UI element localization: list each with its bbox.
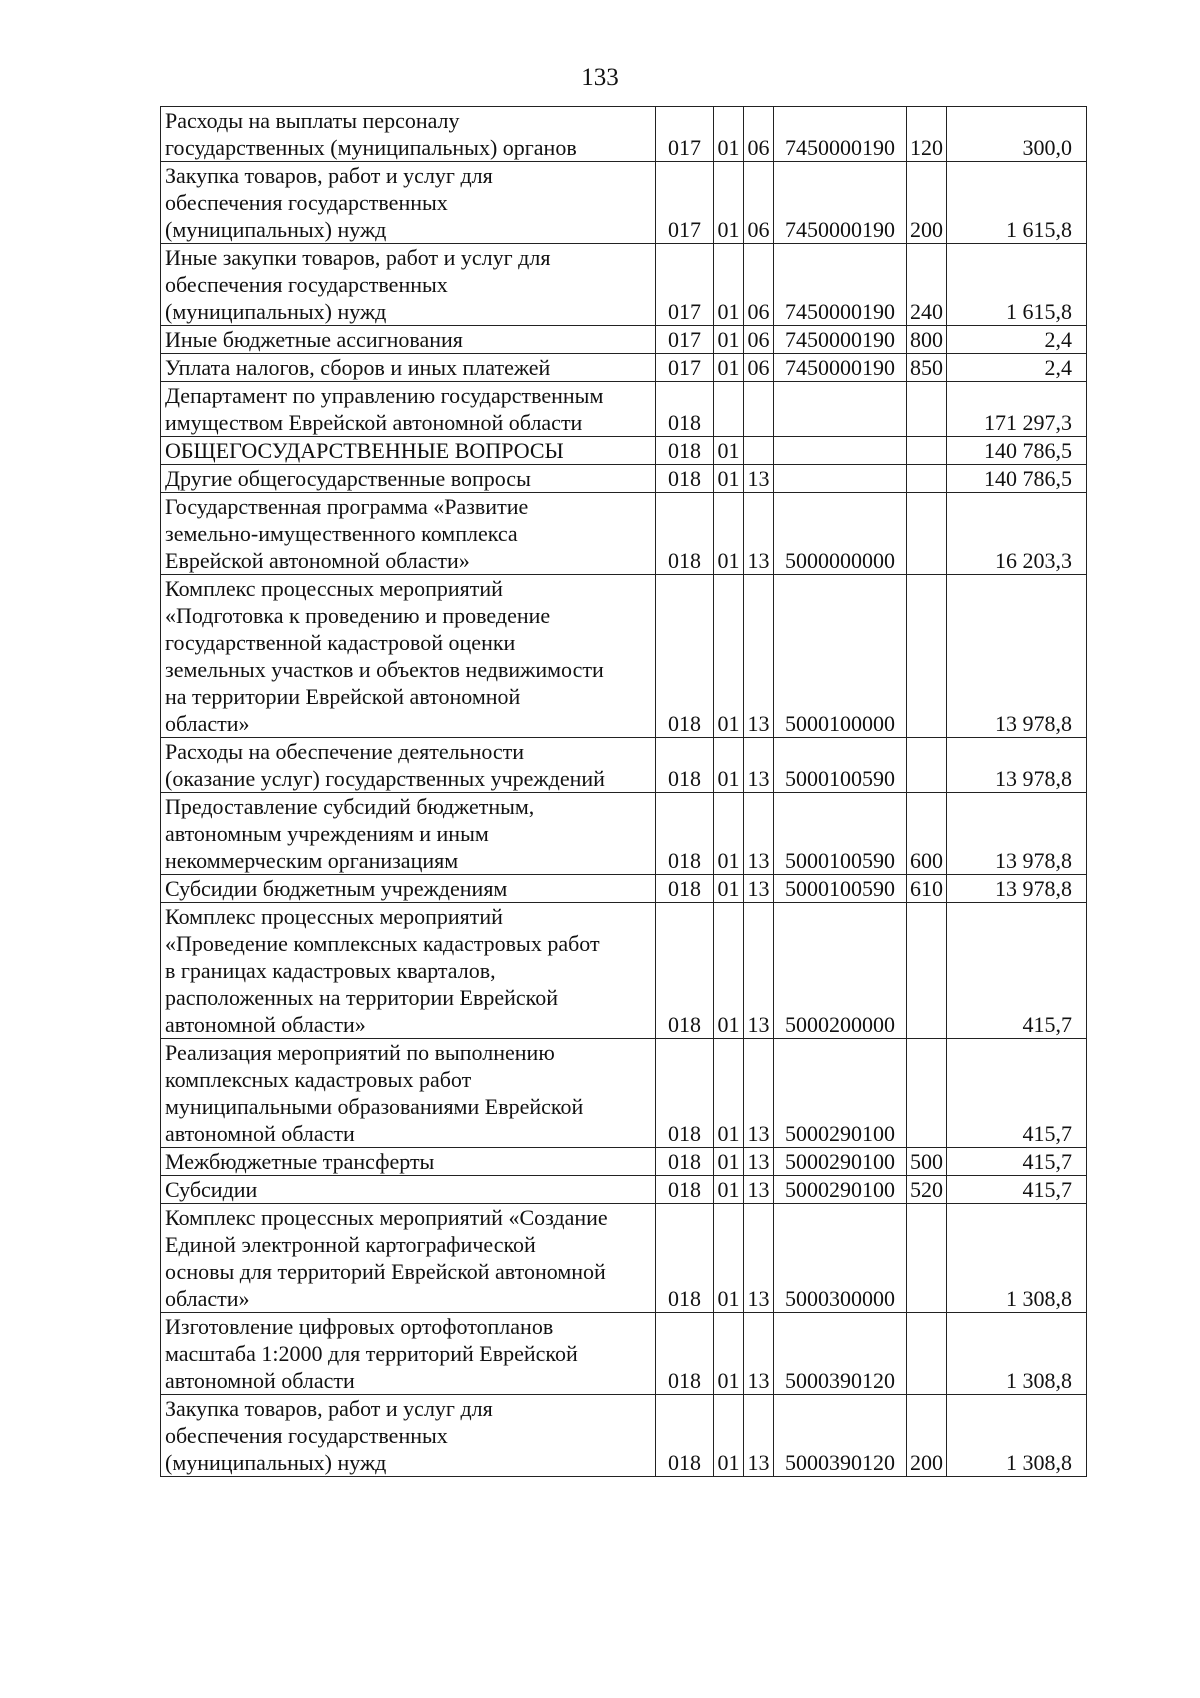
section-cell: 01 xyxy=(714,1313,744,1395)
expense-type-cell xyxy=(907,382,947,437)
grbs-cell: 018 xyxy=(656,1148,714,1176)
subsection-cell: 06 xyxy=(744,326,774,354)
target-article-cell: 7450000190 xyxy=(774,354,907,382)
table-row xyxy=(161,575,1087,738)
subsection-cell xyxy=(744,437,774,465)
section-cell: 01 xyxy=(714,903,744,1039)
budget-table xyxy=(160,106,1087,1477)
amount-cell: 1 308,8 xyxy=(947,1204,1087,1313)
row-name-cell: Комплекс процессных мероприятий «Проведение комплексных кадастровых работ в границах кадастровых кварталов, расположенных на территории Еврейской автономной области» xyxy=(161,903,656,1039)
table-row xyxy=(161,382,1087,437)
section-cell: 01 xyxy=(714,465,744,493)
row-name-cell: Иные закупки товаров, работ и услуг для обеспечения государственных (муниципальных) нужд xyxy=(161,244,656,326)
target-article-cell: 5000390120 xyxy=(774,1313,907,1395)
amount-cell: 13 978,8 xyxy=(947,793,1087,875)
grbs-cell: 018 xyxy=(656,738,714,793)
table-row xyxy=(161,1395,1087,1477)
row-name-cell: Государственная программа «Развитие земельно-имущественного комплекса Еврейской автономной области» xyxy=(161,493,656,575)
expense-type-cell xyxy=(907,738,947,793)
amount-cell: 1 308,8 xyxy=(947,1313,1087,1395)
expense-type-cell: 600 xyxy=(907,793,947,875)
expense-type-cell: 520 xyxy=(907,1176,947,1204)
budget-table-body xyxy=(161,107,1087,1477)
subsection-cell: 13 xyxy=(744,793,774,875)
table-row xyxy=(161,793,1087,875)
grbs-cell: 018 xyxy=(656,1176,714,1204)
row-name-cell: Закупка товаров, работ и услуг для обеспечения государственных (муниципальных) нужд xyxy=(161,162,656,244)
expense-type-cell: 500 xyxy=(907,1148,947,1176)
section-cell: 01 xyxy=(714,575,744,738)
expense-type-cell xyxy=(907,493,947,575)
expense-type-cell xyxy=(907,1313,947,1395)
subsection-cell: 13 xyxy=(744,1176,774,1204)
section-cell: 01 xyxy=(714,162,744,244)
target-article-cell: 7450000190 xyxy=(774,326,907,354)
table-row xyxy=(161,162,1087,244)
page-number: 133 xyxy=(581,64,619,91)
row-name-cell: Комплекс процессных мероприятий «Подготовка к проведению и проведение государственной кадастровой оценки земельных участков и объектов недвижимости на территории Еврейской автономной области» xyxy=(161,575,656,738)
grbs-cell: 017 xyxy=(656,244,714,326)
subsection-cell: 13 xyxy=(744,738,774,793)
target-article-cell: 7450000190 xyxy=(774,162,907,244)
grbs-cell: 018 xyxy=(656,1204,714,1313)
grbs-cell: 018 xyxy=(656,493,714,575)
amount-cell: 16 203,3 xyxy=(947,493,1087,575)
table-row xyxy=(161,465,1087,493)
subsection-cell: 13 xyxy=(744,1313,774,1395)
grbs-cell: 018 xyxy=(656,465,714,493)
subsection-cell: 13 xyxy=(744,1039,774,1148)
table-row xyxy=(161,1148,1087,1176)
section-cell: 01 xyxy=(714,326,744,354)
amount-cell: 140 786,5 xyxy=(947,437,1087,465)
row-name-cell: Субсидии бюджетным учреждениям xyxy=(161,875,656,903)
amount-cell: 415,7 xyxy=(947,1148,1087,1176)
table-row xyxy=(161,1313,1087,1395)
target-article-cell: 5000100000 xyxy=(774,575,907,738)
table-row xyxy=(161,493,1087,575)
grbs-cell: 018 xyxy=(656,1313,714,1395)
target-article-cell: 5000100590 xyxy=(774,793,907,875)
amount-cell: 171 297,3 xyxy=(947,382,1087,437)
expense-type-cell: 120 xyxy=(907,107,947,162)
target-article-cell xyxy=(774,465,907,493)
amount-cell: 1 615,8 xyxy=(947,162,1087,244)
subsection-cell xyxy=(744,382,774,437)
section-cell: 01 xyxy=(714,354,744,382)
expense-type-cell xyxy=(907,465,947,493)
row-name-cell: Межбюджетные трансферты xyxy=(161,1148,656,1176)
row-name-cell: Реализация мероприятий по выполнению комплексных кадастровых работ муниципальными образованиями Еврейской автономной области xyxy=(161,1039,656,1148)
table-row xyxy=(161,107,1087,162)
row-name-cell: Субсидии xyxy=(161,1176,656,1204)
expense-type-cell xyxy=(907,575,947,738)
target-article-cell: 5000100590 xyxy=(774,875,907,903)
target-article-cell: 5000390120 xyxy=(774,1395,907,1477)
grbs-cell: 018 xyxy=(656,1039,714,1148)
grbs-cell: 018 xyxy=(656,437,714,465)
table-row xyxy=(161,1176,1087,1204)
section-cell: 01 xyxy=(714,107,744,162)
row-name-cell: Расходы на выплаты персоналу государственных (муниципальных) органов xyxy=(161,107,656,162)
expense-type-cell: 850 xyxy=(907,354,947,382)
table-row xyxy=(161,437,1087,465)
amount-cell: 13 978,8 xyxy=(947,575,1087,738)
table-row xyxy=(161,738,1087,793)
expense-type-cell xyxy=(907,437,947,465)
section-cell: 01 xyxy=(714,437,744,465)
section-cell: 01 xyxy=(714,1395,744,1477)
table-row xyxy=(161,244,1087,326)
row-name-cell: Изготовление цифровых ортофотопланов масштаба 1:2000 для территорий Еврейской автономной области xyxy=(161,1313,656,1395)
expense-type-cell xyxy=(907,1039,947,1148)
section-cell: 01 xyxy=(714,793,744,875)
target-article-cell: 5000000000 xyxy=(774,493,907,575)
subsection-cell: 13 xyxy=(744,1148,774,1176)
row-name-cell: Расходы на обеспечение деятельности (оказание услуг) государственных учреждений xyxy=(161,738,656,793)
expense-type-cell: 800 xyxy=(907,326,947,354)
amount-cell: 2,4 xyxy=(947,354,1087,382)
amount-cell: 13 978,8 xyxy=(947,875,1087,903)
grbs-cell: 017 xyxy=(656,162,714,244)
section-cell xyxy=(714,382,744,437)
grbs-cell: 017 xyxy=(656,326,714,354)
subsection-cell: 13 xyxy=(744,493,774,575)
grbs-cell: 018 xyxy=(656,382,714,437)
row-name-cell: Другие общегосударственные вопросы xyxy=(161,465,656,493)
subsection-cell: 13 xyxy=(744,903,774,1039)
section-cell: 01 xyxy=(714,1039,744,1148)
grbs-cell: 017 xyxy=(656,107,714,162)
section-cell: 01 xyxy=(714,244,744,326)
subsection-cell: 06 xyxy=(744,162,774,244)
table-row xyxy=(161,1204,1087,1313)
target-article-cell xyxy=(774,437,907,465)
grbs-cell: 018 xyxy=(656,575,714,738)
section-cell: 01 xyxy=(714,1204,744,1313)
subsection-cell: 06 xyxy=(744,354,774,382)
amount-cell: 415,7 xyxy=(947,1039,1087,1148)
subsection-cell: 13 xyxy=(744,1204,774,1313)
section-cell: 01 xyxy=(714,493,744,575)
amount-cell: 300,0 xyxy=(947,107,1087,162)
subsection-cell: 13 xyxy=(744,465,774,493)
section-cell: 01 xyxy=(714,875,744,903)
row-name-cell: Комплекс процессных мероприятий «Создание Единой электронной картографической основы для территорий Еврейской автономной области» xyxy=(161,1204,656,1313)
row-name-cell: Иные бюджетные ассигнования xyxy=(161,326,656,354)
target-article-cell: 7450000190 xyxy=(774,107,907,162)
table-row xyxy=(161,875,1087,903)
subsection-cell: 13 xyxy=(744,875,774,903)
target-article-cell: 5000300000 xyxy=(774,1204,907,1313)
amount-cell: 140 786,5 xyxy=(947,465,1087,493)
amount-cell: 13 978,8 xyxy=(947,738,1087,793)
target-article-cell: 5000100590 xyxy=(774,738,907,793)
subsection-cell: 06 xyxy=(744,107,774,162)
amount-cell: 2,4 xyxy=(947,326,1087,354)
subsection-cell: 06 xyxy=(744,244,774,326)
row-name-cell: Департамент по управлению государственным имуществом Еврейской автономной области xyxy=(161,382,656,437)
expense-type-cell: 610 xyxy=(907,875,947,903)
amount-cell: 1 615,8 xyxy=(947,244,1087,326)
expense-type-cell: 200 xyxy=(907,1395,947,1477)
row-name-cell: Закупка товаров, работ и услуг для обеспечения государственных (муниципальных) нужд xyxy=(161,1395,656,1477)
expense-type-cell: 200 xyxy=(907,162,947,244)
amount-cell: 415,7 xyxy=(947,1176,1087,1204)
row-name-cell: Уплата налогов, сборов и иных платежей xyxy=(161,354,656,382)
grbs-cell: 018 xyxy=(656,1395,714,1477)
target-article-cell: 5000290100 xyxy=(774,1176,907,1204)
target-article-cell: 7450000190 xyxy=(774,244,907,326)
table-row xyxy=(161,1039,1087,1148)
grbs-cell: 018 xyxy=(656,875,714,903)
expense-type-cell: 240 xyxy=(907,244,947,326)
grbs-cell: 018 xyxy=(656,903,714,1039)
section-cell: 01 xyxy=(714,1148,744,1176)
amount-cell: 415,7 xyxy=(947,903,1087,1039)
amount-cell: 1 308,8 xyxy=(947,1395,1087,1477)
table-row xyxy=(161,354,1087,382)
row-name-cell: Предоставление субсидий бюджетным, автономным учреждениям и иным некоммерческим организациям xyxy=(161,793,656,875)
expense-type-cell xyxy=(907,903,947,1039)
target-article-cell xyxy=(774,382,907,437)
row-name-cell: ОБЩЕГОСУДАРСТВЕННЫЕ ВОПРОСЫ xyxy=(161,437,656,465)
target-article-cell: 5000290100 xyxy=(774,1148,907,1176)
subsection-cell: 13 xyxy=(744,575,774,738)
table-row xyxy=(161,326,1087,354)
target-article-cell: 5000200000 xyxy=(774,903,907,1039)
grbs-cell: 018 xyxy=(656,793,714,875)
section-cell: 01 xyxy=(714,1176,744,1204)
expense-type-cell xyxy=(907,1204,947,1313)
grbs-cell: 017 xyxy=(656,354,714,382)
table-row xyxy=(161,903,1087,1039)
target-article-cell: 5000290100 xyxy=(774,1039,907,1148)
section-cell: 01 xyxy=(714,738,744,793)
subsection-cell: 13 xyxy=(744,1395,774,1477)
